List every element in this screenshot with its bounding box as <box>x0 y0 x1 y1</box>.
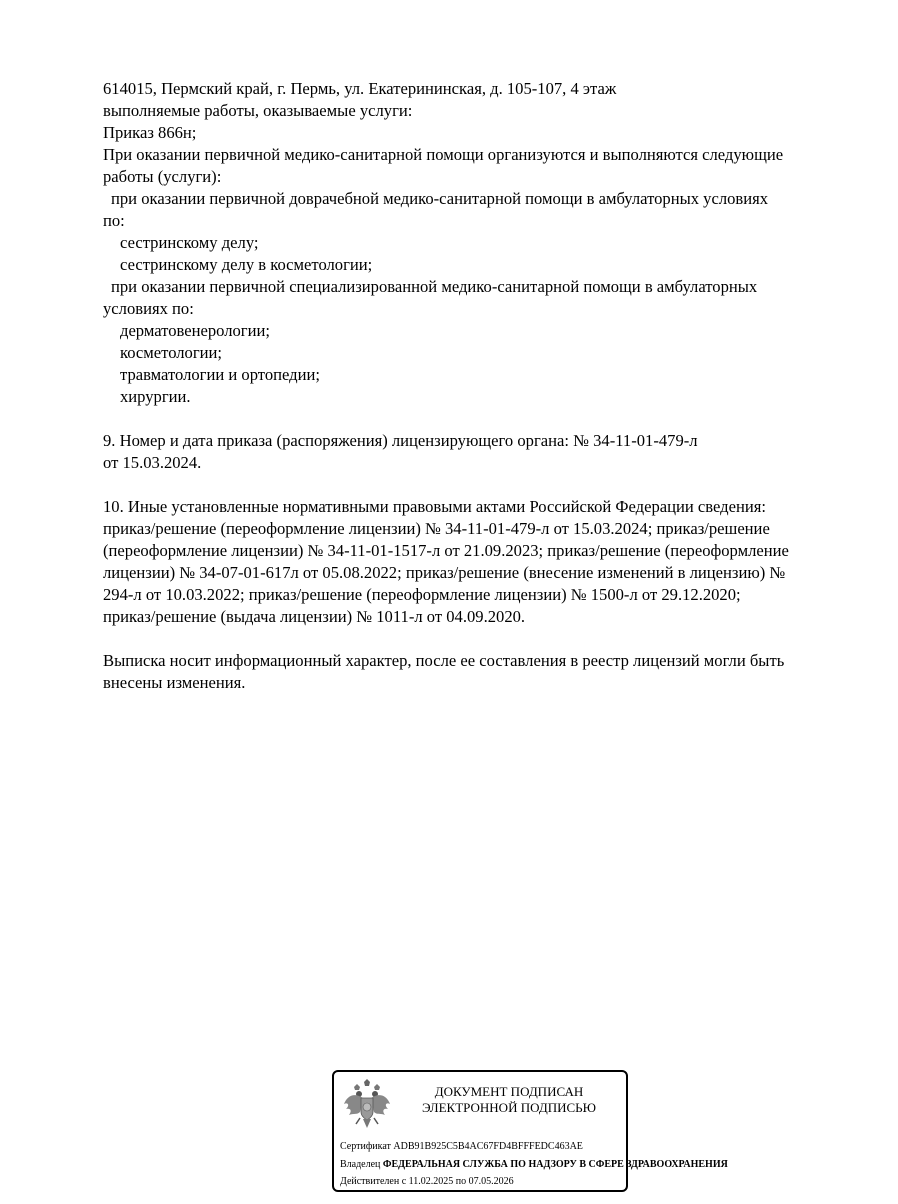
certificate-label: Сертификат <box>340 1141 391 1152</box>
service-item: травматологии и ортопедии; <box>120 365 320 384</box>
specialized-care-line-cont: условиях по: <box>103 299 194 318</box>
address-line: 614015, Пермский край, г. Пермь, ул. Екатерининская, д. 105-107, 4 этаж <box>103 79 617 98</box>
owner-value: ФЕДЕРАЛЬНАЯ СЛУЖБА ПО НАДЗОРУ В СФЕРЕ ЗДРАВООХРАНЕНИЯ <box>382 1158 728 1170</box>
service-item: сестринскому делу; <box>120 233 259 252</box>
double-headed-eagle-icon <box>342 1078 392 1134</box>
paragraph-gap <box>103 628 873 650</box>
section-10-line: 294-л от 10.03.2022; приказ/решение (переоформление лицензии) № 1500-л от 29.12.2020; <box>103 585 741 604</box>
section-10-line: приказ/решение (переоформление лицензии) № 34-11-01-479-л от 15.03.2024; приказ/решение <box>103 519 770 538</box>
section-9-line: от 15.03.2024. <box>103 453 202 472</box>
stamp-title-line: ЭЛЕКТРОННОЙ ПОДПИСЬЮ <box>422 1100 596 1115</box>
stamp-title <box>394 1084 624 1116</box>
stamp-meta <box>340 1138 728 1191</box>
document-body <box>103 78 873 694</box>
owner-row <box>340 1156 728 1174</box>
service-item: сестринскому делу в косметологии; <box>120 255 373 274</box>
owner-label: Владелец <box>340 1158 381 1170</box>
footer-note-line: Выписка носит информационный характер, после ее составления в реестр лицензий могли быть <box>103 651 785 670</box>
section-10-line: (переоформление лицензии) № 34-11-01-1517-л от 21.09.2023; приказ/решение (переоформление <box>103 541 789 560</box>
footer-note-line: внесены изменения. <box>103 673 246 692</box>
specialized-care-line: при оказании первичной специализированной медико-санитарной помощи в амбулаторных <box>111 277 758 296</box>
section-10-line: приказ/решение (выдача лицензии) № 1011-л от 04.09.2020. <box>103 607 526 626</box>
order-line: Приказ 866н; <box>103 123 197 142</box>
paragraph-gap <box>103 408 873 430</box>
electronic-signature-stamp <box>332 1070 728 1192</box>
section-10-line: 10. Иные установленные нормативными правовыми актами Российской Федерации сведения: <box>103 497 766 516</box>
validity-row: Действителен с 11.02.2025 по 07.05.2026 <box>340 1176 514 1187</box>
certificate-row <box>340 1138 640 1156</box>
primary-care-line: При оказании первичной медико-санитарной помощи организуются и выполняются следующие <box>103 145 784 164</box>
stamp-title-line: ДОКУМЕНТ ПОДПИСАН <box>434 1084 584 1099</box>
service-item: хирургии. <box>120 387 191 406</box>
section-9-line: 9. Номер и дата приказа (распоряжения) лицензирующего органа: № 34-11-01-479-л <box>103 431 698 450</box>
paragraph-gap <box>103 474 873 496</box>
section-10-line: лицензии) № 34-07-01-617л от 05.08.2022; приказ/решение (внесение изменений в лицензию) № <box>103 563 786 582</box>
service-item: дерматовенерологии; <box>120 321 270 340</box>
pre-doctor-care-line-cont: по: <box>103 211 125 230</box>
service-item: косметологии; <box>120 343 223 362</box>
primary-care-line-cont: работы (услуги): <box>103 167 222 186</box>
certificate-value: ADB91B925C5B4AC67FD4BFFFEDC463AE <box>393 1141 583 1152</box>
pre-doctor-care-line: при оказании первичной доврачебной медико-санитарной помощи в амбулаторных условиях <box>111 189 769 208</box>
works-heading: выполняемые работы, оказываемые услуги: <box>103 101 413 120</box>
